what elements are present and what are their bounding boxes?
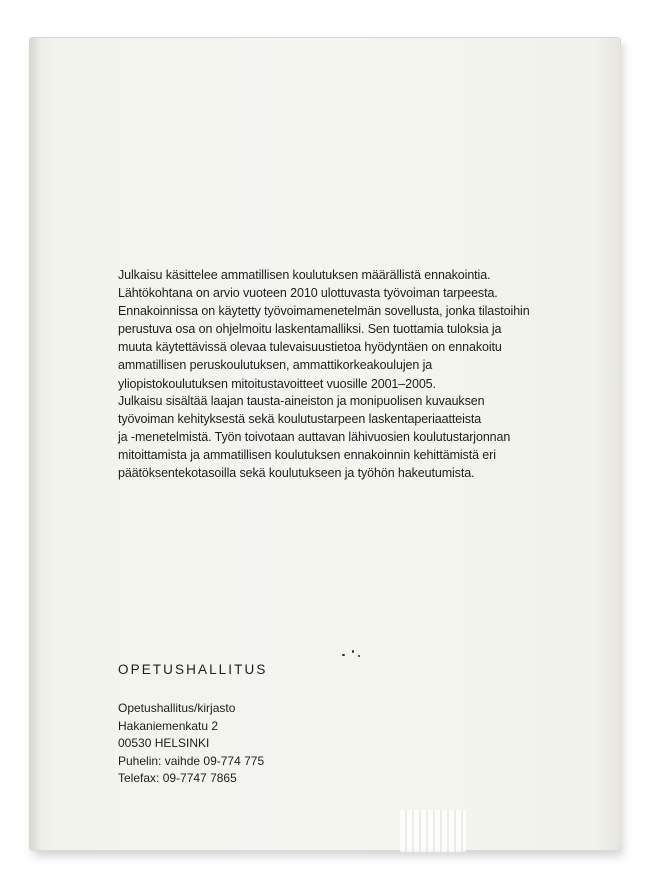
paragraph-line: Ennakoinnissa on käytetty työvoimamenetelmän sovellusta, jonka tilastoihin (118, 304, 530, 319)
spine-shadow (30, 38, 40, 850)
paragraph-line: muuta käytettävissä olevaa tulevaisuustietoa hyödyntäen on ennakoitu (118, 340, 502, 355)
paragraph-line: perustuva osa on ohjelmoitu laskentamalliksi. Sen tuottamia tuloksia ja (118, 322, 502, 337)
paragraph-line: yliopistokoulutuksen mitoitustavoitteet vuosille 2001–2005. (118, 376, 436, 391)
paragraph-line: Julkaisu sisältää laajan tausta-aineiston ja monipuolisen kuvauksen (118, 394, 485, 408)
contact-line: Hakaniemenkatu 2 (118, 718, 219, 733)
page-edge (620, 46, 626, 846)
contact-line: Opetushallitus/kirjasto (118, 701, 236, 715)
cover-wear-mark (400, 810, 466, 852)
paragraph-line: työvoiman kehityksestä sekä koulutustarpeen laskentaperiaatteista (118, 412, 482, 427)
contact-line: Puhelin: vaihde 09-774 775 (118, 753, 265, 768)
contact-line: 00530 HELSINKI (118, 736, 210, 751)
publisher-name: OPETUSHALLITUS (118, 662, 268, 677)
dirt-speck (352, 650, 354, 653)
paragraph-line: ammatillisen peruskoulutuksen, ammattikorkeakoulujen ja (118, 358, 433, 373)
dirt-speck (342, 654, 345, 656)
description-paragraph-1 (118, 266, 530, 393)
description-paragraph-2 (118, 392, 510, 482)
paragraph-line: Lähtökohtana on arvio vuoteen 2010 ulottuvasta työvoiman tarpeesta. (118, 286, 498, 301)
dirt-speck (358, 655, 360, 657)
paragraph-line: päätöksentekotasoilla sekä koulutukseen ja työhön hakeutumista. (118, 466, 475, 481)
contact-line: Telefax: 09-7747 7865 (118, 771, 237, 786)
paragraph-line: Julkaisu käsittelee ammatillisen koulutuksen määrällistä ennakointia. (118, 268, 491, 282)
paragraph-line: ja -menetelmistä. Työn toivotaan auttavan lähivuosien koulutustarjonnan (118, 430, 511, 445)
publisher-contact (118, 700, 264, 788)
paragraph-line: mitoittamista ja ammatillisen koulutuksen ennakoinnin kehittämistä eri (118, 448, 496, 463)
